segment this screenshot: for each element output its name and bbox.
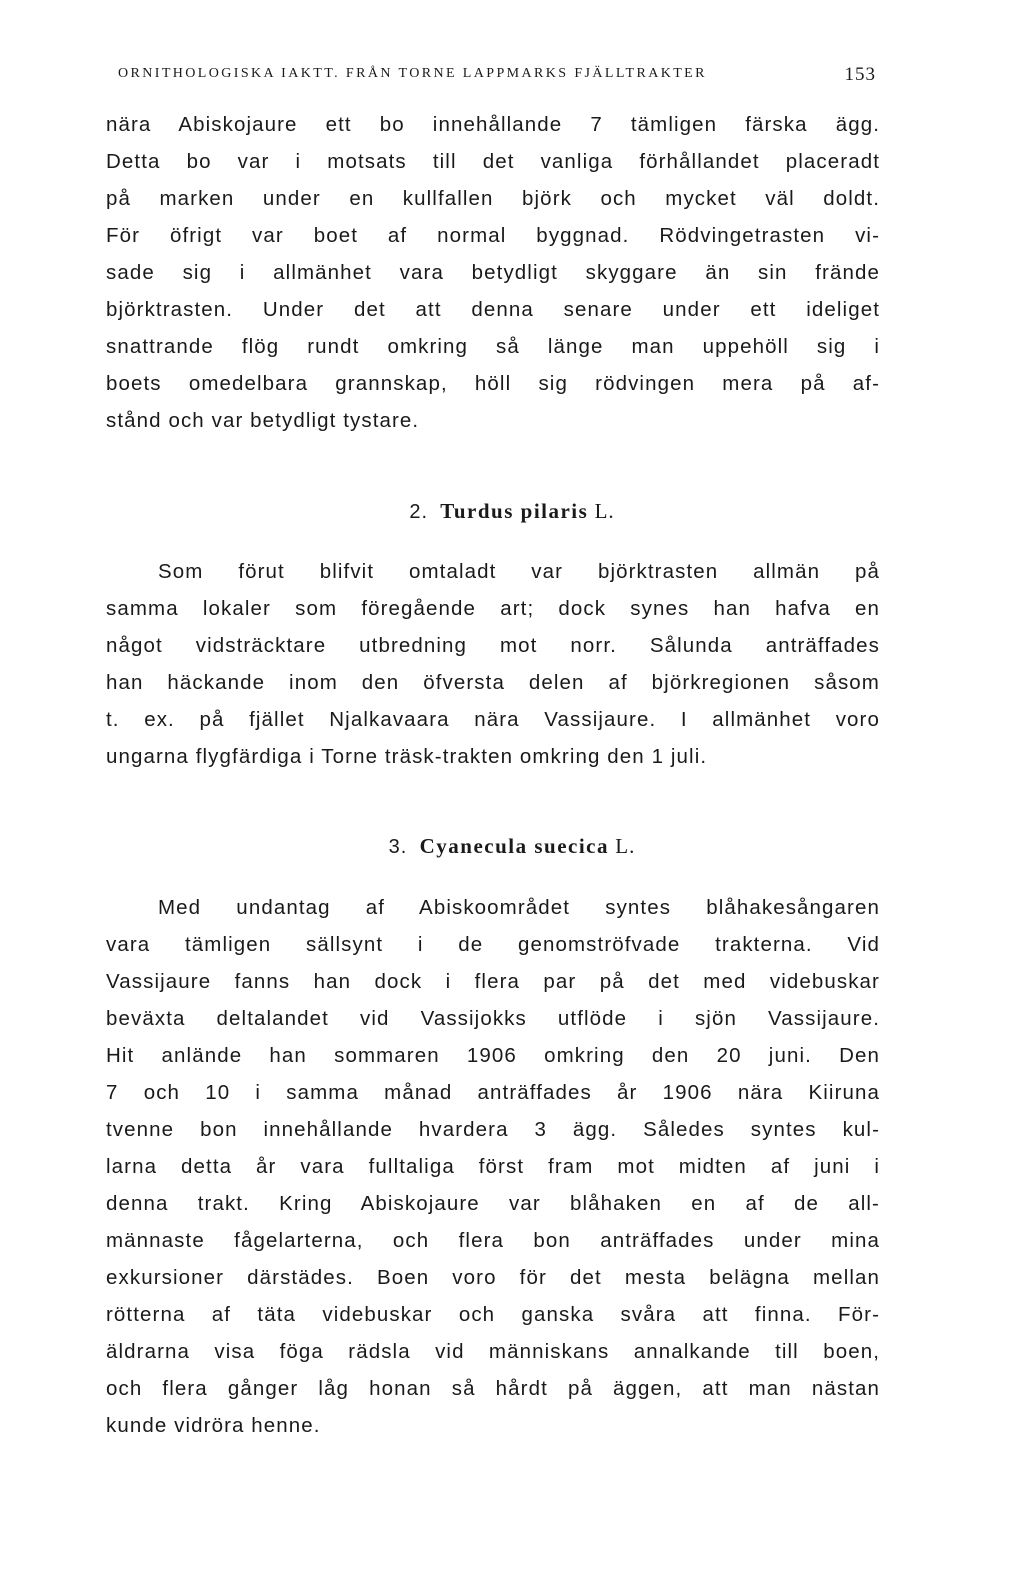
species-author: L. [594,499,615,523]
text-line: t. ex. på fjället Njalkavaara nära Vassijaure. I allmänhet voro [106,708,880,731]
text-line: äldrarna visa föga rädsla vid människans annalkande till boen, [106,1340,880,1363]
text-line: stånd och var betydligt tystare. [106,409,420,432]
text-line: han häckande inom den öfversta delen af björkregionen såsom [106,671,880,694]
text-line: vara tämligen sällsynt i de genomströfvade trakterna. Vid [106,933,880,956]
running-title: ORNITHOLOGISKA IAKTT. FRÅN TORNE LAPPMARKS FJÄLLTRAKTER [118,66,707,81]
text-line: boets omedelbara grannskap, höll sig rödvingen mera på af- [106,372,880,395]
text-line: Vassijaure fanns han dock i flera par på det med videbuskar [106,970,880,993]
text-line: samma lokaler som föregående art; dock synes han hafva en [106,597,880,620]
text-line: och flera gånger låg honan så hårdt på äggen, att man nästan [106,1377,880,1400]
text-line: Med undantag af Abiskoområdet syntes blåhakesångaren [158,896,880,919]
text-line: För öfrigt var boet af normal byggnad. Rödvingetrasten vi- [106,224,880,247]
text-line: männaste fågelarterna, och flera bon anträffades under mina [106,1229,880,1252]
text-line: 7 och 10 i samma månad anträffades år 1906 nära Kiiruna [106,1081,880,1104]
page-number: 153 [844,64,876,85]
section-heading [0,829,1024,863]
text-line: något vidsträcktare utbredning mot norr. Sålunda anträffades [106,634,880,657]
text-line: snattrande flög rundt omkring så länge man uppehöll sig i [106,335,880,358]
section-number: 3. [388,836,408,858]
running-header [118,64,876,90]
text-line: tvenne bon innehållande hvardera 3 ägg. Således syntes kul- [106,1118,880,1141]
species-name: Cyanecula suecica [419,834,609,858]
text-line: Som förut blifvit omtaladt var björktrasten allmän på [158,560,880,583]
text-line: sade sig i allmänhet vara betydligt skyggare än sin frände [106,261,880,284]
text-line: nära Abiskojaure ett bo innehållande 7 tämligen färska ägg. [106,113,880,136]
section-number: 2. [409,501,429,523]
text-line: på marken under en kullfallen björk och mycket väl doldt. [106,187,880,210]
text-line: Hit anlände han sommaren 1906 omkring den 20 juni. Den [106,1044,880,1067]
text-line: kunde vidröra henne. [106,1414,321,1437]
text-line: björktrasten. Under det att denna senare under ett ideliget [106,298,880,321]
text-line: rötterna af täta videbuskar och ganska svåra att finna. För- [106,1303,880,1326]
species-author: L. [615,834,636,858]
text-line: denna trakt. Kring Abiskojaure var blåhaken en af de all- [106,1192,880,1215]
text-line: exkursioner därstädes. Boen voro för det mesta belägna mellan [106,1266,880,1289]
text-line: ungarna flygfärdiga i Torne träsk-trakten omkring den 1 juli. [106,745,708,768]
section-heading [0,494,1024,528]
text-line: Detta bo var i motsats till det vanliga förhållandet placeradt [106,150,880,173]
species-name: Turdus pilaris [440,499,589,523]
text-line: larna detta år vara fulltaliga först fram mot midten af juni i [106,1155,880,1178]
text-line: beväxta deltalandet vid Vassijokks utflöde i sjön Vassijaure. [106,1007,880,1030]
